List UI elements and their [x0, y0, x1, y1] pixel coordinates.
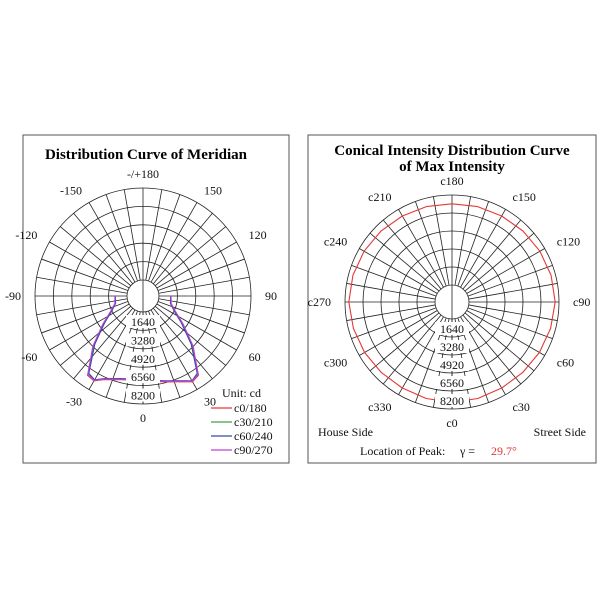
radial-tick-label: 4920: [131, 351, 155, 366]
angle-tick-label: c60: [556, 355, 575, 370]
radial-tick-label: 6560: [131, 370, 155, 385]
angle-tick-label: c300: [323, 355, 348, 370]
angle-tick-label: -150: [60, 183, 82, 198]
radial-tick-label: 4920: [440, 358, 464, 372]
angle-tick-label: c270: [307, 295, 331, 309]
radial-tick-label: 1640: [131, 315, 155, 329]
angle-tick-label: 150: [204, 183, 222, 198]
angle-tick-label: 120: [248, 228, 267, 242]
angle-tick-label: c90: [573, 295, 591, 309]
angle-tick-label: 30: [204, 394, 216, 409]
angle-tick-label: c30: [512, 399, 530, 414]
angle-tick-label: c240: [323, 234, 348, 249]
radial-tick-label: 3280: [440, 340, 464, 354]
radial-tick-label: 3280: [131, 333, 155, 348]
angle-tick-label: c0: [446, 416, 458, 430]
angle-tick-label: 60: [248, 350, 261, 364]
angle-tick-label: 0: [140, 411, 146, 425]
angle-tick-label: -90: [5, 289, 21, 303]
right-chart-title-line2: of Max Intensity: [399, 159, 505, 175]
legend-label: c30/210: [234, 415, 273, 429]
angle-tick-label: c210: [368, 190, 392, 205]
angle-tick-label: c120: [556, 234, 581, 249]
peak-value: 29.7°: [491, 444, 517, 458]
left-chart-title: Distribution Curve of Meridian: [44, 147, 248, 163]
radial-tick-label: 6560: [440, 376, 464, 390]
house-side-label: House Side: [318, 425, 373, 439]
right-chart-title-line1: Conical Intensity Distribution Curve: [334, 143, 570, 159]
street-side-label: Street Side: [533, 425, 586, 439]
angle-tick-label: c330: [368, 399, 392, 414]
radial-tick-label: 1640: [440, 322, 464, 336]
angle-tick-label: -/+180: [126, 167, 160, 181]
angle-tick-label: c180: [440, 174, 464, 188]
legend-label: c90/270: [234, 443, 273, 457]
radial-tick-label: 8200: [131, 388, 155, 403]
angle-tick-label: -60: [21, 350, 38, 364]
angle-tick-label: 90: [265, 289, 277, 303]
peak-gamma: γ =: [460, 444, 476, 458]
angle-tick-label: c150: [512, 190, 536, 205]
legend-label: c0/180: [234, 401, 267, 415]
angle-tick-label: -30: [66, 394, 82, 409]
unit-label: Unit: cd: [222, 386, 261, 400]
peak-label: Location of Peak:: [360, 444, 446, 458]
legend-label: c60/240: [234, 429, 273, 443]
radial-tick-label: 8200: [440, 394, 464, 408]
angle-tick-label: -120: [15, 228, 38, 242]
